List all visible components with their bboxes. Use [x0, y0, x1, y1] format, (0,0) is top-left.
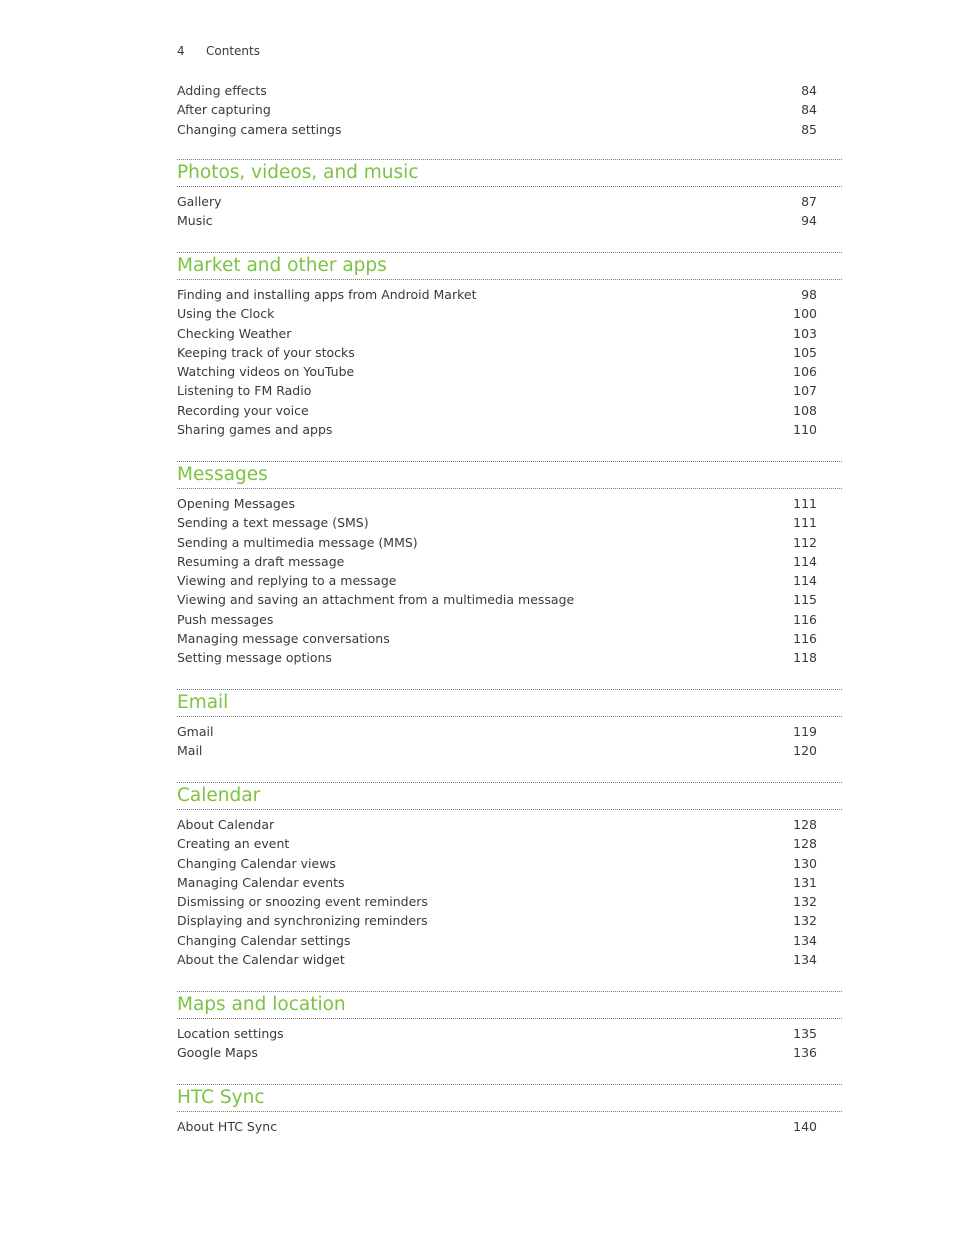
toc-entry[interactable]: [177, 911, 817, 930]
toc-entry[interactable]: [177, 950, 817, 969]
toc-entry[interactable]: [177, 815, 817, 834]
toc-entry-page-number: 85: [801, 121, 817, 137]
toc-entry[interactable]: [177, 1024, 817, 1043]
toc-entry-page-number: 128: [793, 817, 817, 832]
toc-entry-title: Sharing games and apps: [177, 422, 333, 438]
intro-entry-list: [177, 81, 817, 139]
toc-entry-title: Viewing and saving an attachment from a multimedia message: [177, 592, 575, 608]
toc-entry-page-number: 108: [793, 402, 817, 418]
toc-entry-title: Displaying and synchronizing reminders: [177, 913, 428, 929]
section-divider-bottom: [177, 279, 842, 280]
toc-entry[interactable]: [177, 741, 817, 760]
toc-entry[interactable]: [177, 285, 817, 304]
section-divider-bottom: [177, 716, 842, 717]
toc-entry[interactable]: [177, 931, 817, 950]
toc-entry-page-number: 111: [793, 515, 817, 531]
toc-section: [177, 159, 842, 231]
toc-entry[interactable]: [177, 401, 817, 420]
toc-entry[interactable]: [177, 722, 817, 741]
toc-entry[interactable]: [177, 192, 817, 211]
toc-section: [177, 782, 842, 969]
toc-entry-title: Sending a multimedia message (MMS): [177, 534, 418, 550]
toc-entry-page-number: 114: [793, 553, 817, 569]
toc-section: [177, 1084, 842, 1136]
toc-entry-page-number: 110: [793, 422, 817, 438]
toc-entry-page-number: 134: [793, 932, 817, 948]
toc-entry[interactable]: [177, 120, 817, 139]
toc-entry-title: About the Calendar widget: [177, 952, 345, 968]
toc-entry-title: Listening to FM Radio: [177, 383, 312, 399]
toc-entry[interactable]: [177, 1117, 817, 1136]
toc-entry-page-number: 136: [793, 1045, 817, 1061]
section-entry-list: [177, 285, 817, 439]
toc-entry-title: Gmail: [177, 724, 214, 739]
toc-entry-page-number: 112: [793, 534, 817, 550]
toc-entry[interactable]: [177, 610, 817, 629]
page-header: [177, 44, 260, 58]
toc-entry[interactable]: [177, 533, 817, 552]
toc-entry[interactable]: [177, 513, 817, 532]
toc-entry-page-number: 105: [793, 344, 817, 360]
toc-entry-title: Creating an event: [177, 836, 290, 852]
toc-entry-page-number: 119: [793, 724, 817, 739]
section-heading[interactable]: HTC Sync: [177, 1087, 265, 1108]
toc-entry-title: Recording your voice: [177, 402, 309, 418]
toc-entry[interactable]: [177, 834, 817, 853]
toc-entry-title: Changing camera settings: [177, 121, 342, 137]
toc-entry-page-number: 120: [793, 743, 817, 759]
toc-entry-title: Gallery: [177, 194, 222, 209]
toc-entry-page-number: 106: [793, 364, 817, 380]
toc-section: [177, 991, 842, 1063]
toc-entry[interactable]: [177, 324, 817, 343]
toc-section: [177, 252, 842, 439]
section-entry-list: [177, 192, 817, 231]
toc-entry-page-number: 131: [793, 874, 817, 890]
toc-entry-page-number: 94: [801, 213, 817, 229]
toc-entry-title: Finding and installing apps from Android Market: [177, 287, 477, 302]
toc-entry-title: Watching videos on YouTube: [177, 364, 355, 380]
toc-entry-page-number: 135: [793, 1026, 817, 1041]
toc-entry-title: Setting message options: [177, 650, 332, 666]
toc-entry-page-number: 116: [793, 611, 817, 627]
toc-entry-title: Mail: [177, 743, 203, 759]
section-heading[interactable]: Maps and location: [177, 994, 346, 1015]
toc-entry-title: Viewing and replying to a message: [177, 573, 397, 589]
toc-entry-title: Managing Calendar events: [177, 874, 345, 890]
toc-entry[interactable]: [177, 381, 817, 400]
toc-entry-page-number: 103: [793, 325, 817, 341]
toc-entry-title: Dismissing or snoozing event reminders: [177, 894, 428, 910]
section-heading[interactable]: Messages: [177, 464, 268, 485]
section-heading[interactable]: Market and other apps: [177, 255, 387, 276]
toc-entry[interactable]: [177, 343, 817, 362]
toc-entry[interactable]: [177, 362, 817, 381]
section-divider-bottom: [177, 809, 842, 810]
toc-entry[interactable]: [177, 100, 817, 119]
toc-entry-title: Location settings: [177, 1026, 284, 1041]
toc-entry-title: Using the Clock: [177, 306, 275, 322]
toc-entry-title: Changing Calendar views: [177, 855, 336, 871]
toc-entry-title: About Calendar: [177, 817, 275, 832]
toc-entry[interactable]: [177, 211, 817, 230]
section-entry-list: [177, 494, 817, 668]
toc-entry[interactable]: [177, 494, 817, 513]
section-divider-bottom: [177, 1018, 842, 1019]
toc-entry-title: Music: [177, 213, 213, 229]
toc-entry[interactable]: [177, 648, 817, 667]
section-divider-bottom: [177, 488, 842, 489]
toc-entry[interactable]: [177, 590, 817, 609]
toc-entry-page-number: 98: [801, 287, 817, 302]
toc-entry[interactable]: [177, 1043, 817, 1062]
toc-entry-page-number: 84: [801, 102, 817, 118]
section-heading[interactable]: Photos, videos, and music: [177, 162, 419, 183]
section-heading[interactable]: Email: [177, 692, 229, 713]
toc-entry-title: About HTC Sync: [177, 1119, 278, 1134]
section-divider-bottom: [177, 1111, 842, 1112]
toc-entry-title: Adding effects: [177, 83, 267, 98]
toc-entry-title: Changing Calendar settings: [177, 932, 351, 948]
toc-entry-page-number: 134: [793, 952, 817, 968]
page-number: 4: [177, 44, 185, 58]
toc-entry-title: Opening Messages: [177, 496, 295, 511]
toc-entry[interactable]: [177, 892, 817, 911]
toc-entry-page-number: 100: [793, 306, 817, 322]
toc-entry[interactable]: [177, 420, 817, 439]
section-divider-bottom: [177, 186, 842, 187]
toc-entry-page-number: 130: [793, 855, 817, 871]
toc-entry-title: Push messages: [177, 611, 274, 627]
section-entry-list: [177, 722, 817, 761]
toc-entry[interactable]: [177, 571, 817, 590]
toc-entry-title: Checking Weather: [177, 325, 292, 341]
toc-entry-title: Managing message conversations: [177, 631, 390, 647]
section-entry-list: [177, 815, 817, 969]
toc-entry[interactable]: [177, 81, 817, 100]
toc-entry-page-number: 116: [793, 631, 817, 647]
toc-entry[interactable]: [177, 629, 817, 648]
toc-entry-page-number: 132: [793, 913, 817, 929]
toc-entry-title: Keeping track of your stocks: [177, 344, 355, 360]
toc-entry-page-number: 128: [793, 836, 817, 852]
toc-entry[interactable]: [177, 873, 817, 892]
toc-entry-page-number: 140: [793, 1119, 817, 1134]
section-entry-list: [177, 1024, 817, 1063]
toc-entry-page-number: 84: [801, 83, 817, 98]
toc-entry-title: Resuming a draft message: [177, 553, 345, 569]
section-entry-list: [177, 1117, 817, 1136]
header-label: Contents: [206, 44, 260, 58]
toc-entry-page-number: 114: [793, 573, 817, 589]
toc-entry-title: Sending a text message (SMS): [177, 515, 369, 531]
toc-entry-page-number: 115: [793, 592, 817, 608]
toc-entry-page-number: 107: [793, 383, 817, 399]
toc-section: [177, 461, 842, 668]
toc-entry[interactable]: [177, 304, 817, 323]
section-heading[interactable]: Calendar: [177, 785, 261, 806]
toc-entry-page-number: 132: [793, 894, 817, 910]
toc-entry[interactable]: [177, 854, 817, 873]
toc-entry[interactable]: [177, 552, 817, 571]
toc-entry-title: After capturing: [177, 102, 271, 118]
toc-entry-page-number: 118: [793, 650, 817, 666]
toc-entry-title: Google Maps: [177, 1045, 258, 1061]
toc-entry-page-number: 111: [793, 496, 817, 511]
toc-entry-page-number: 87: [801, 194, 817, 209]
toc-section: [177, 689, 842, 761]
